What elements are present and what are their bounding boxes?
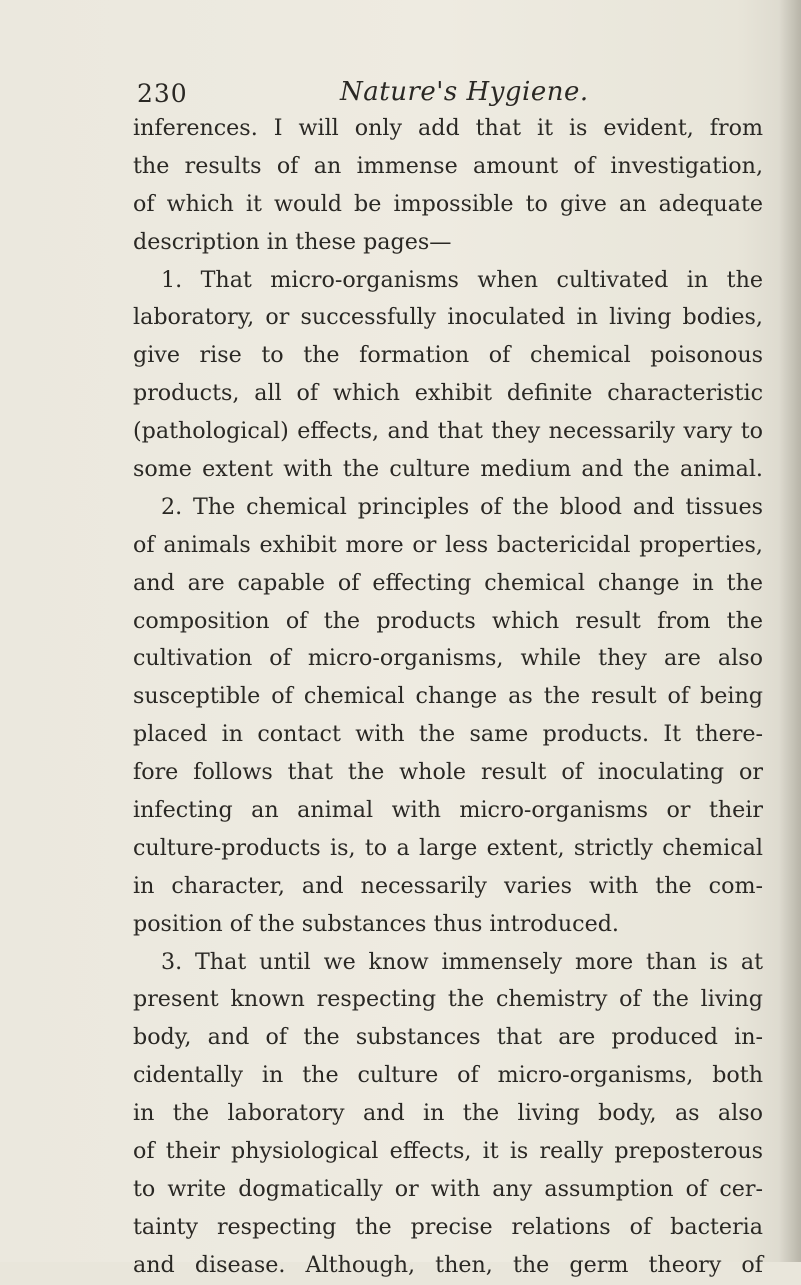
text-line: in character, and necessarily varies with the com- (133, 872, 763, 899)
text-line: position of the substances thus introduced. (133, 910, 619, 937)
page-number: 230 (137, 79, 188, 108)
text-line: laboratory, or successfully inoculated in living bodies, (133, 304, 763, 331)
text-line: of their physiological effects, it is really preposterous (133, 1138, 763, 1165)
text-line: to write dogmatically or with any assumption of cer- (133, 1175, 763, 1202)
body-text (133, 110, 763, 1285)
text-line: body, and of the substances that are produced in- (133, 1024, 763, 1051)
text-line: cidentally in the culture of micro-organisms, both (133, 1062, 763, 1089)
text-line: in the laboratory and in the living body, as also (133, 1100, 763, 1127)
text-line: 3. That until we know immensely more than is at (161, 948, 763, 975)
page-edge-shadow (779, 0, 801, 1262)
text-line: description in these pages— (133, 228, 452, 255)
text-line: composition of the products which result from the (133, 607, 763, 634)
text-line: and are capable of effecting chemical change in the (133, 569, 763, 596)
text-line: inferences. I will only add that it is evident, from (133, 115, 763, 141)
text-line: fore follows that the whole result of inoculating or (133, 759, 763, 786)
text-line: of animals exhibit more or less bactericidal properties, (133, 531, 763, 558)
text-line: the results of an immense amount of investigation, (133, 152, 763, 179)
text-line: products, all of which exhibit definite characteristic (133, 380, 763, 407)
text-line: susceptible of chemical change as the result of being (133, 683, 763, 710)
text-line: and disease. Although, then, the germ theory of (133, 1251, 763, 1278)
text-line: present known respecting the chemistry of the living (133, 986, 763, 1013)
text-line: of which it would be impossible to give an adequate (133, 190, 763, 217)
text-line: some extent with the culture medium and the animal. (133, 456, 763, 483)
text-line: tainty respecting the precise relations of bacteria (133, 1213, 763, 1240)
text-line: infecting an animal with micro-organisms or their (133, 797, 763, 824)
running-title: Nature's Hygiene. (340, 77, 589, 107)
text-line: placed in contact with the same products. It there- (133, 721, 763, 748)
text-line: 2. The chemical principles of the blood and tissues (161, 493, 763, 520)
text-line: (pathological) effects, and that they necessarily vary to (133, 418, 763, 445)
text-line: cultivation of micro-organisms, while they are also (133, 645, 763, 672)
text-line: give rise to the formation of chemical poisonous (133, 342, 763, 369)
text-line: culture-products is, to a large extent, strictly chemical (133, 834, 763, 861)
text-line: 1. That micro-organisms when cultivated in the (161, 266, 763, 293)
